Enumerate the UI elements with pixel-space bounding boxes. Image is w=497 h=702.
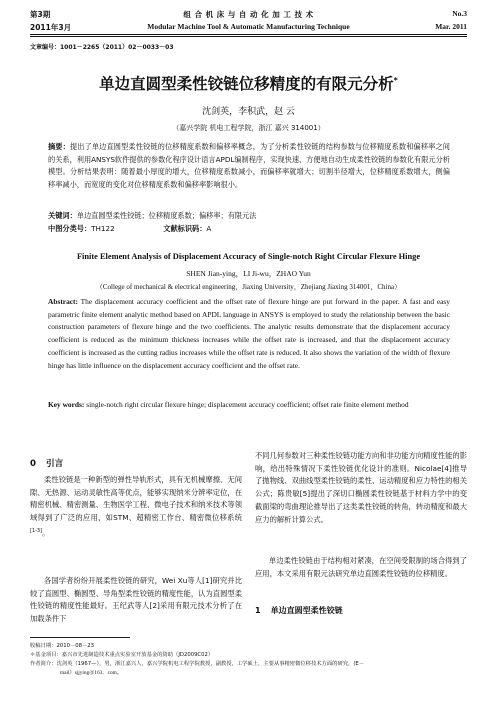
header-issue-cn: 第3期	[30, 10, 51, 19]
abstract-en-text: The displacement accuracy coefficient and the offset rate of flexure hinge are put forward in the paper. A fast and easy parametric finite element analytic method based on APDL language in ANSYS is employed to study the relationship between the basic construction parameters of flexure hinge and the two coefficients. The analytic results demonstrate that the displacement accuracy coefficient is reduced as the minimum thickness increases while the offset rate is increased, and that the displacement accuracy coefficient is increased as the cutting radius increases while the offset rate is reduced. It also shows the variation of the width of flexure hinge has little influence on the displacement accuracy coefficient and the offset rate.	[48, 297, 450, 370]
keywords-en-label: Key words:	[48, 400, 85, 409]
header-rule-thick	[30, 36, 467, 37]
footnote-fund: ＊基金项目：嘉兴市先进制造技术重点实验室开放基金的资助（JD2009C02）	[30, 652, 214, 658]
section-1-number: 1	[255, 606, 261, 615]
footnote-received: 收稿日期：2010－08－23	[30, 643, 95, 649]
abstract-en	[48, 296, 450, 372]
keywords-cn-text: 单边直圆型柔性铰链；位移精度系数；偏移率；有限元法	[76, 211, 257, 220]
section-1-title: 单边直圆型柔性铰链	[270, 606, 343, 615]
clc-label: 中图分类号：	[48, 224, 92, 233]
header-journal-en: Modular Machine Tool & Automatic Manufacturing Technique	[147, 22, 350, 31]
clc-value: TH122	[91, 224, 115, 233]
authors-en: SHEN Jian-ying，LI Ji-wu，ZHAO Yun	[186, 269, 311, 278]
section-1-heading	[255, 605, 343, 616]
section-0-number: 0	[30, 459, 36, 469]
footnote-rule	[30, 637, 130, 638]
article-id: 文章编号：1001－2265（2011）02－0033－03	[30, 44, 174, 51]
keywords-en-text: single-notch right circular flexure hinge; displacement accuracy coefficient; offset rate finite element method	[86, 400, 409, 409]
left-paragraph-2: 各国学者纷纷开展柔性铰链的研究，Wei Xu等人[1]研究并比较了直圆型、椭圆型、导角型柔性铰链的精度性能，认为直圆型柔性铰链的精度性能最好。王纪武等人[2]采用有限元技术分析了在加载条件下	[30, 576, 242, 624]
left-paragraph-1-text: 柔性铰链是一种新型的弹性导轨形式，具有无机械摩擦、无间隙、无热源、运动灵敏性高等优点，能够实现纳米分辨率定位，在精密机械、精密测量、生物医学工程、微电子技术和纳米技术等领域得到了广泛的应用，如STM、超精密工作台、精密微位移系统	[30, 475, 242, 523]
title-text: 单边直圆型柔性铰链位移精度的有限元分析	[99, 75, 394, 93]
doc-code-label: 文献标识码：	[163, 224, 207, 233]
title-fund-mark: *	[393, 75, 398, 85]
header-date-en: Mar. 2011	[435, 22, 467, 31]
abstract-cn-text: 提出了单边直圆型柔性铰链的位移精度系数和偏移率概念，为了分析柔性铰链的结构参数与位移精度系数和偏移率之间的关系，利用ANSYS软件提供的参数化程序设计语言APDL编制程序，实现快速、方便地自动生成柔性铰链的参数化有限元分析模型。分析结果表明：随着最小厚度的增大，位移精度系数减小，而偏移率就增大；切割半径增大，位移精度系数增大，侧偏移率减小，而宽度的变化对位移精度系数和偏移率影响很小。	[48, 142, 450, 189]
affiliation-en: （College of mechanical & electrical engineering，Jiaxing University，Zhejiang Jiaxing 314001，China）	[95, 283, 402, 291]
left-paragraph-1: 柔性铰链是一种新型的弹性导轨形式，具有无机械摩擦、无间隙、无热源、运动灵敏性高等优点，能够实现纳米分辨率定位，在精密机械、精密测量、生物医学工程、微电子技术和纳米技术等领域得到了广泛的应用，如STM、超精密工作台、精密微位移系统[1-3]。	[30, 475, 242, 538]
header-journal-cn: 组 合 机 床 与 自 动 化 加 工 技 术	[183, 10, 314, 19]
header-issue-no: No.3	[452, 9, 467, 18]
header-date-cn: 2011年3月	[30, 23, 72, 32]
abstract-en-label: Abstract:	[48, 297, 78, 306]
paper-title-en: Finite Element Analysis of Displacement Accuracy of Single-notch Right Circular Flexure Hinge	[76, 252, 421, 261]
section-0-title: 引言	[45, 459, 64, 469]
keywords-en	[48, 399, 450, 412]
abstract-cn-label: 摘要：	[48, 142, 70, 151]
keywords-cn	[48, 210, 450, 223]
section-0-heading	[30, 457, 63, 469]
abstract-cn	[48, 141, 450, 191]
right-paragraph-2: 单边柔性铰链由于结构相对紧凑，在空间受限制的场合得到了应用，本文采用有限元法研究单边直圆柔性铰链的位移精度。	[255, 556, 467, 578]
footnote-email: mail）sjjying＠163．com。	[60, 670, 123, 676]
authors-cn: 沈剑英，李积武，赵 云	[202, 107, 295, 117]
classification-line	[48, 223, 450, 236]
keywords-cn-label: 关键词：	[48, 211, 77, 220]
doc-code-value: A	[206, 224, 212, 233]
right-paragraph-1: 不同几何参数对三种柔性铰链功能方向和非功能方向精度性能的影响，给出特殊情况下柔性铰链优化设计的准则。Nicolae[4]推导了抛物线、双曲线型柔性铰链的柔性、运动精度和应力特性的相关公式；陈贵敏[5]提出了深切口椭圆柔性铰链基于材料力学中的变截面梁的弯曲理论推导出了这类柔性铰链的转角，转动精度和最大应力的解析计算公式。	[255, 451, 467, 524]
paper-title-cn	[30, 72, 467, 94]
left-paragraph-1-ref: [1-3]	[30, 527, 43, 534]
footnote-author: 作者简介：沈剑英（1967—），男，浙江嘉兴人，嘉兴学院机电工程学院教授，副教授，工学硕士，主要从事精密微位移技术方面的研究，(E－	[30, 661, 365, 667]
header-rule-thin	[30, 34, 467, 35]
affiliation-cn: （嘉兴学院 机电工程学院，浙江 嘉兴 314001）	[172, 124, 325, 132]
